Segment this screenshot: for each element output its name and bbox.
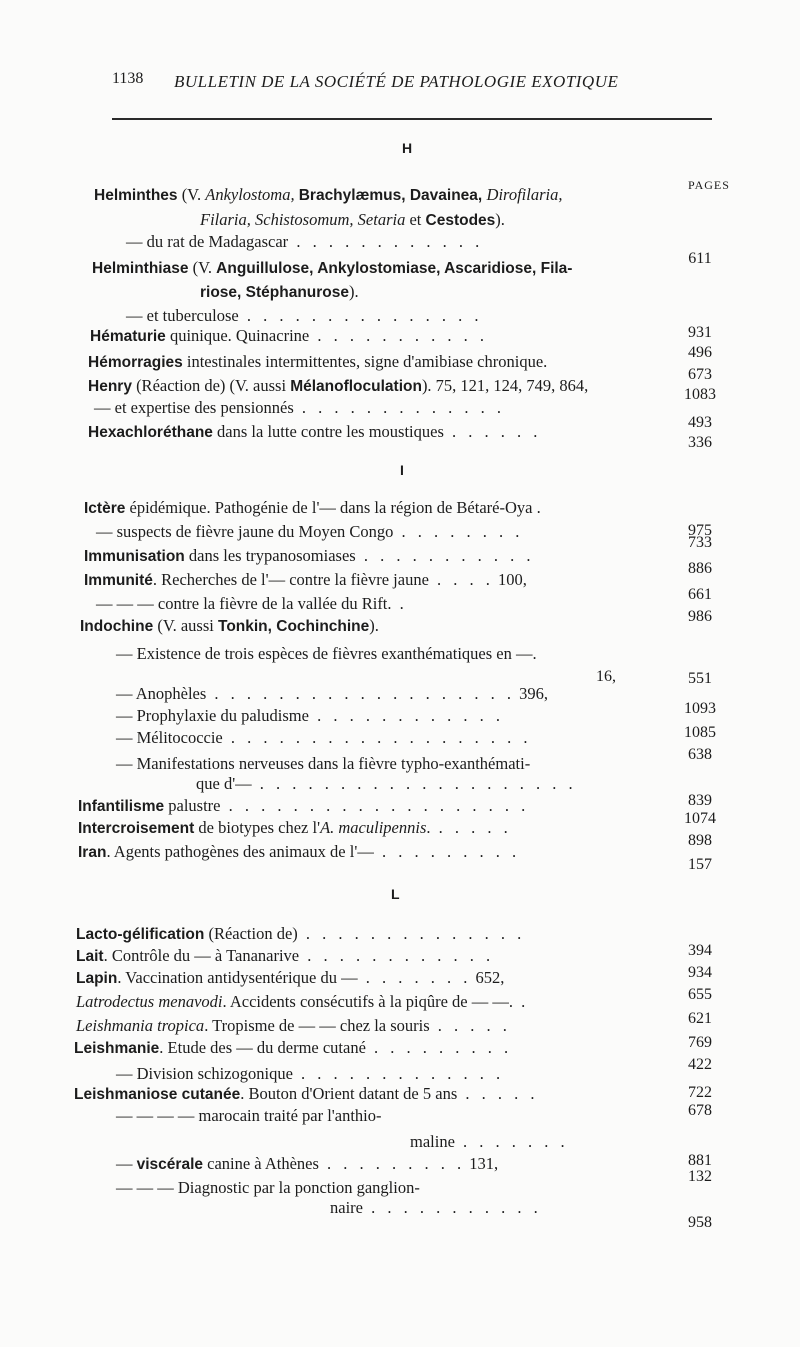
entry-page-number: 496 <box>688 344 712 361</box>
entry-text <box>116 1064 504 1084</box>
entry-segment: Dirofilaria, <box>486 185 563 204</box>
entry-segment: — du rat de Madagascar <box>126 232 289 251</box>
entry-page-number: 157 <box>688 856 712 873</box>
entry-segment: 131, <box>465 1154 499 1173</box>
entry-page-number: 958 <box>688 1214 712 1231</box>
index-entry <box>0 1106 800 1128</box>
entry-segment: Filaria, Schistosomum, Setaria <box>200 210 406 229</box>
entry-text <box>200 210 505 230</box>
entry-segment: . Tropisme de — — chez la souris <box>204 1016 430 1035</box>
entry-segment: Ankylostoma, <box>205 185 299 204</box>
entry-segment: Hématurie <box>90 328 166 345</box>
entry-page-number: 886 <box>688 560 712 577</box>
entry-page-number: 1074 <box>684 810 716 827</box>
entry-text <box>78 818 512 838</box>
entry-text <box>126 306 482 326</box>
entry-segment: Iran <box>78 844 107 861</box>
leader-dots: . . . . . . . . . . . . . <box>293 398 506 417</box>
entry-segment: — Mélitococcie <box>116 728 223 747</box>
entry-segment: (V. aussi <box>153 616 218 635</box>
entry-text <box>84 498 541 518</box>
entry-text <box>84 546 534 566</box>
entry-text <box>74 1084 539 1104</box>
entry-segment: épidémique. Pathogénie de l'— dans la région de Bétaré-Oya . <box>125 498 541 517</box>
leader-dots: . . . . . . . . . . . . . . <box>297 924 526 943</box>
entry-page-number: 722 <box>688 1084 712 1101</box>
entry-page-number: 839 <box>688 792 712 809</box>
entry-page-number: 655 <box>688 986 712 1003</box>
entry-segment: (Réaction de) <box>204 924 298 943</box>
leader-dots: . . . . . . . . . . . . . . . . . . . <box>220 796 530 815</box>
entry-segment: — Existence de trois espèces de fièvres exanthématiques en —. <box>116 644 537 663</box>
entry-text <box>76 1016 511 1036</box>
entry-segment: Henry <box>88 378 132 395</box>
section-letter-h: H <box>402 140 413 156</box>
leader-dots: . . . . . . . . . <box>318 1154 466 1173</box>
entry-segment: (V. <box>188 258 217 277</box>
entry-segment: viscérale <box>136 1156 203 1173</box>
index-entry <box>0 282 800 304</box>
entry-segment: Infantilisme <box>78 798 165 815</box>
entry-segment: Leishmania tropica <box>76 1016 205 1035</box>
entry-page-number: 336 <box>688 434 712 451</box>
entry-text <box>116 684 548 704</box>
entry-segment: Latrodectus menavodi <box>76 992 223 1011</box>
index-entry <box>0 1198 800 1231</box>
entry-segment: maline <box>410 1132 455 1151</box>
entry-segment: . Recherches de l'— contre la fièvre jaune <box>152 570 429 589</box>
index-entry <box>0 422 800 451</box>
entry-segment: ). 75, 121, 124, 749, 864, <box>421 376 589 395</box>
index-entry <box>0 522 800 551</box>
index-entry <box>0 232 800 267</box>
index-entry <box>0 398 800 431</box>
index-entry <box>0 616 800 638</box>
entry-segment: — — — — marocain traité par l'anthio- <box>116 1106 382 1125</box>
index-entry <box>0 1154 800 1185</box>
entry-text <box>84 570 527 590</box>
entry-segment: — — — contre la fièvre de la vallée du Rift. <box>96 594 392 613</box>
index-entry <box>0 1178 800 1200</box>
entry-segment: — Manifestations nerveuses dans la fièvre typho-exanthémati- <box>116 754 531 773</box>
entry-text <box>116 706 504 726</box>
entry-segment: . Contrôle du — à Tananarive <box>103 946 300 965</box>
leader-dots: . . . . . . . . . . . <box>355 546 535 565</box>
entry-text <box>76 924 525 944</box>
entry-page-number: 621 <box>688 1010 712 1027</box>
entry-segment: quinique. Quinacrine <box>165 326 310 345</box>
entry-segment: Ictère <box>84 500 126 517</box>
entry-text <box>90 326 488 346</box>
entry-segment: 100, <box>493 570 527 589</box>
entry-page-number: 611 <box>688 250 712 267</box>
entry-page-number: 673 <box>688 366 712 383</box>
entry-text <box>116 644 537 664</box>
leader-dots: . . . . . . . . . <box>373 842 521 861</box>
entry-page-number: 881 <box>688 1152 712 1169</box>
entry-text <box>200 282 359 302</box>
entry-page-number: 986 <box>688 608 712 625</box>
index-entry <box>0 1038 800 1073</box>
index-entry <box>0 644 800 666</box>
entry-segment: Tonkin, Cochinchine <box>218 618 370 635</box>
index-entry <box>0 842 800 873</box>
entry-segment: — Prophylaxie du paludisme <box>116 706 309 725</box>
entry-text <box>116 1154 498 1174</box>
entry-page-number: 678 <box>688 1102 712 1119</box>
entry-segment: dans les trypanosomiases <box>184 546 356 565</box>
entry-segment: Leishmaniose cutanée <box>74 1086 241 1103</box>
entry-segment: — Anophèles <box>116 684 207 703</box>
index-entry <box>0 754 800 776</box>
leader-dots: . . . . . . . <box>454 1132 569 1151</box>
entry-segment: 396, <box>515 684 549 703</box>
entry-page-number: 733 <box>688 534 712 551</box>
entry-segment: — — — Diagnostic par la ponction ganglion- <box>116 1178 420 1197</box>
entry-segment: palustre <box>164 796 221 815</box>
entry-segment: — suspects de fièvre jaune du Moyen Congo <box>96 522 394 541</box>
entry-segment: canine à Athènes <box>203 1154 319 1173</box>
entry-segment: (V. <box>177 185 206 204</box>
entry-page-number: 898 <box>688 832 712 849</box>
entry-segment: 652, <box>471 968 505 987</box>
entry-segment: . Etude des — du derme cutané <box>159 1038 366 1057</box>
leader-dots: . . . . . . . . . . . . . . . . . . . <box>206 684 516 703</box>
entry-segment: . Vaccination antidysentérique du — <box>117 968 358 987</box>
entry-text <box>96 522 523 542</box>
leader-dots: . . . . . <box>457 1084 539 1103</box>
leader-dots: . . . . . . . . . . . . . . . . . . . . <box>251 774 577 793</box>
entry-segment: — et expertise des pensionnés <box>94 398 294 417</box>
pages-column-label: PAGES <box>688 178 730 192</box>
index-entry <box>0 376 800 403</box>
entry-page-number: 975 <box>688 522 712 539</box>
entry-segment: Immunité <box>84 572 153 589</box>
entry-segment: Helminthes <box>94 187 178 204</box>
section-letter-i: I <box>400 462 404 478</box>
entry-text <box>76 946 494 966</box>
entry-page-number: 1085 <box>684 724 716 741</box>
entry-segment: . <box>426 818 431 837</box>
leader-dots: . . . . . . . . <box>393 522 524 541</box>
leader-dots: . . . . . <box>429 1016 511 1035</box>
index-entry <box>0 570 800 603</box>
entry-text <box>74 1038 512 1058</box>
entry-segment: Immunisation <box>84 548 185 565</box>
entry-segment: (Réaction de) (V. aussi <box>131 376 291 395</box>
entry-page-number: 1083 <box>684 386 716 403</box>
entry-text <box>78 842 520 862</box>
entry-segment: Mélanofloculation <box>290 378 422 395</box>
leader-dots: . . . . . . . . . . . . <box>288 232 484 251</box>
section-letter-l: L <box>391 886 400 902</box>
leader-dots: . . . . . . . . . . . . <box>299 946 495 965</box>
entry-segment: Anguillulose, Ankylostomiase, Ascaridiose, Fila- <box>216 260 573 277</box>
index-entry <box>0 258 800 280</box>
entry-text <box>116 754 530 774</box>
entry-text <box>92 258 572 278</box>
entry-text <box>116 728 532 748</box>
leader-dots: . . . . . . . . . <box>365 1038 513 1057</box>
entry-segment: Lapin <box>76 970 118 987</box>
index-entry <box>0 546 800 577</box>
leader-dots: . . . . . . . <box>357 968 472 987</box>
page-number: 1138 <box>112 70 144 87</box>
entry-segment: Leishmanie <box>74 1040 160 1057</box>
leader-dots: . . . . . . <box>443 422 542 441</box>
entry-segment: ). <box>349 282 359 301</box>
entry-text <box>330 1198 542 1218</box>
entry-page-number: 1093 <box>684 700 716 717</box>
leader-dots: . . . . . . . . . . . . . <box>292 1064 505 1083</box>
leader-dots: . . . . . . . . . . . <box>362 1198 542 1217</box>
entry-segment: A. maculipennis <box>320 818 427 837</box>
leader-dots: . . . . . . . . . . . <box>309 326 488 345</box>
entry-text <box>126 232 483 252</box>
index-entry <box>0 210 800 232</box>
entry-segment: Intercroisement <box>78 820 195 837</box>
entry-text <box>80 616 379 636</box>
leader-dots: . <box>513 992 530 1011</box>
entry-segment: Hexachloréthane <box>88 424 213 441</box>
leader-dots: . . . . <box>428 570 494 589</box>
entry-page-number: 638 <box>688 746 712 763</box>
entry-page-number: 769 <box>688 1034 712 1051</box>
entry-segment: Brachylæmus, Davainea, <box>298 187 487 204</box>
entry-page-number: 934 <box>688 964 712 981</box>
entry-page-number: 551 <box>688 670 712 687</box>
entry-text <box>88 422 541 442</box>
entry-text <box>94 185 562 205</box>
entry-segment: intestinales intermittentes, signe d'amibiase chronique. <box>182 352 548 371</box>
leader-dots: . . . . . . . . . . . . . . . <box>238 306 483 325</box>
running-title: BULLETIN DE LA SOCIÉTÉ DE PATHOLOGIE EXOTIQUE <box>174 72 619 91</box>
index-entry <box>0 326 800 361</box>
entry-segment: et <box>405 210 426 229</box>
entry-text <box>76 992 529 1012</box>
entry-segment: ). <box>369 616 379 635</box>
entry-text <box>116 1106 382 1126</box>
entry-segment: Helminthiase <box>92 260 189 277</box>
leader-dots: . . . . . . . . . . . . <box>308 706 504 725</box>
leader-dots: . . . . . <box>430 818 512 837</box>
index-entry <box>0 352 800 383</box>
header-rule <box>112 118 712 120</box>
entry-page-number: 931 <box>688 324 712 341</box>
entry-segment: Hémorragies <box>88 354 183 371</box>
leader-dots: . <box>391 594 408 613</box>
index-entry <box>0 728 800 763</box>
entry-text <box>410 1132 569 1152</box>
index-entry <box>0 185 800 207</box>
entry-page-number: 394 <box>688 942 712 959</box>
entry-segment: de biotypes chez l' <box>194 818 321 837</box>
entry-text <box>88 376 588 396</box>
entry-page-number: 493 <box>688 414 712 431</box>
entry-text <box>196 774 577 794</box>
index-entry <box>0 594 800 625</box>
entry-segment: Cestodes <box>425 212 496 229</box>
entry-segment: — Division schizogonique <box>116 1064 293 1083</box>
entry-segment: Indochine <box>80 618 154 635</box>
entry-segment: . Accidents consécutifs à la piqûre de — —. <box>222 992 513 1011</box>
entry-page-number: 132 <box>688 1168 712 1185</box>
entry-text <box>76 968 504 988</box>
index-entry <box>0 796 800 827</box>
entry-segment: Lacto-gélification <box>76 926 205 943</box>
entry-segment: . Bouton d'Orient datant de 5 ans <box>240 1084 458 1103</box>
entry-segment: naire <box>330 1198 363 1217</box>
entry-text <box>88 352 547 372</box>
entry-text <box>94 398 505 418</box>
entry-extra-page: 16, <box>596 668 616 685</box>
entry-page-number: 422 <box>688 1056 712 1073</box>
entry-text <box>116 1178 420 1198</box>
entry-segment: — <box>116 1154 137 1173</box>
entry-segment: riose, Stéphanurose <box>200 284 350 301</box>
leader-dots: . . . . . . . . . . . . . . . . . . . <box>222 728 532 747</box>
entry-segment: ). <box>495 210 505 229</box>
entry-segment: que d'— <box>196 774 252 793</box>
entry-segment: Lait <box>76 948 104 965</box>
entry-segment: . Agents pathogènes des animaux de l'— <box>106 842 374 861</box>
entry-text <box>78 796 529 816</box>
entry-text <box>96 594 408 614</box>
index-entry <box>0 818 800 849</box>
entry-segment: — et tuberculose <box>126 306 239 325</box>
entry-segment: dans la lutte contre les moustiques <box>212 422 444 441</box>
entry-page-number: 661 <box>688 586 712 603</box>
